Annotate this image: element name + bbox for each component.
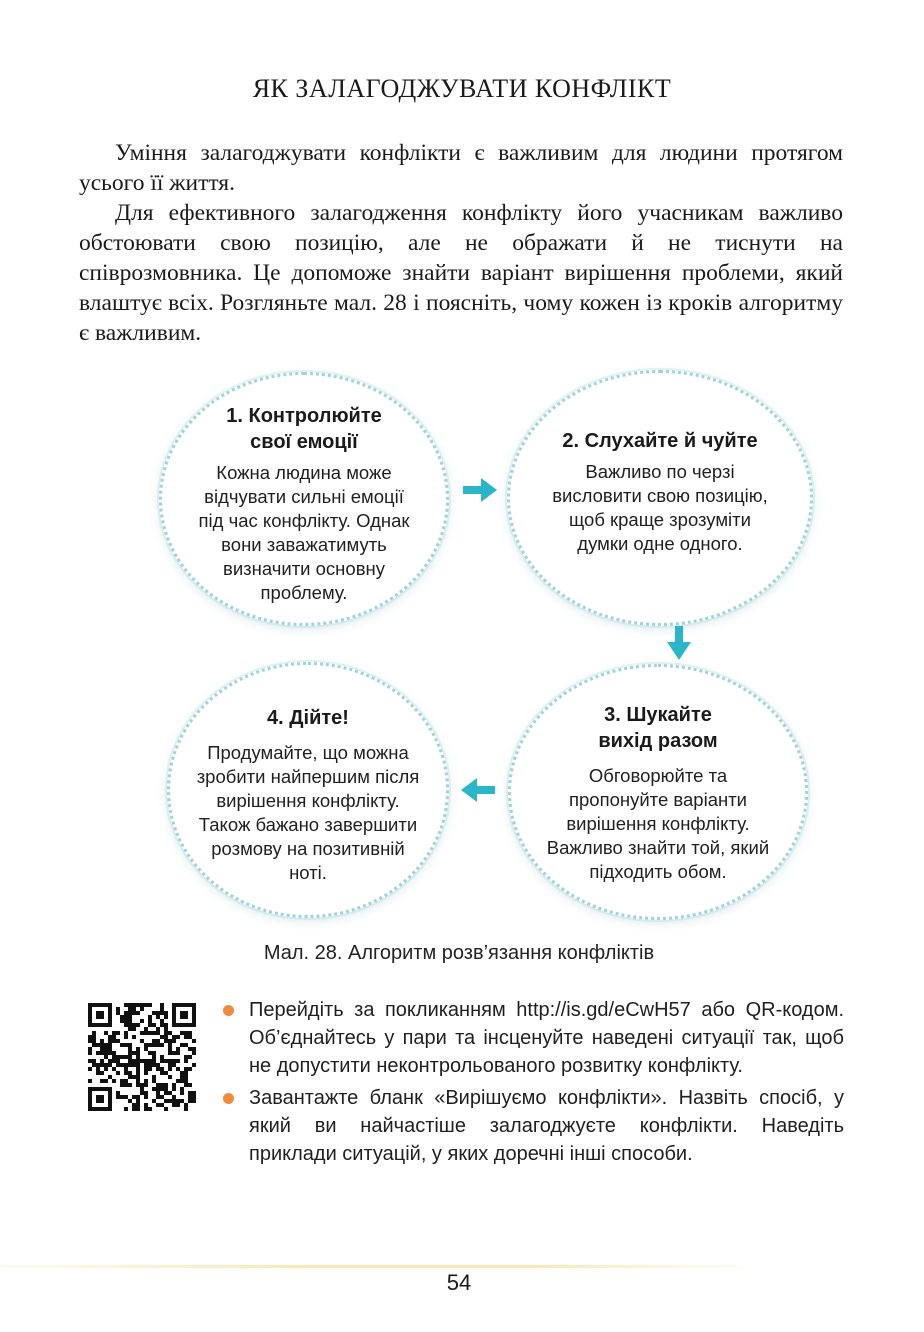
step-3-title: 3. Шукайте вихід разом [598, 704, 718, 752]
step-2-title: 2. Слухайте й чуйте [562, 430, 758, 452]
bullet-icon [223, 1093, 234, 1104]
step-1-title: 1. Контролюйте свої емоції [226, 405, 382, 453]
step-4-circle [167, 662, 449, 918]
step-4-title: 4. Дійте! [267, 707, 349, 729]
footer-divider [0, 1265, 760, 1268]
task-1-text: Перейдіть за покликанням http://is.gd/eCwH57 або QR-кодом. Об’єднайтесь у пари та інсценуйте наведені ситуації так, щоб не допустити неконтрольованого розвитку конфлікту. [249, 999, 844, 1077]
page-title: ЯК ЗАЛАГОДЖУВАТИ КОНФЛІКТ [252, 74, 672, 103]
task-2-text: Завантажте бланк «Вирішуємо конфлікти». Назвіть спосіб, у який ви найчастіше залагоджуєте конфлікти. Наведіть приклади ситуацій, у яких доречні інші способи. [249, 1087, 844, 1165]
bullet-icon [223, 1005, 234, 1016]
figure-caption: Мал. 28. Алгоритм розв’язання конфліктів [263, 942, 655, 964]
list-item [222, 996, 844, 1080]
step-2-text: Важливо по черзі висловити свою позицію, щоб краще зрозуміти думки одне одного. [552, 461, 768, 554]
step-1-circle [159, 372, 449, 626]
paragraph-1: Уміння залагоджувати конфлікти є важливим для людини протягом усього її життя. [79, 140, 843, 196]
step-2-circle [507, 370, 813, 626]
step-4-text: Продумайте, що можна зробити найпершим після вирішення конфлікту. Також бажано завершити розмову на позитивній ноті. [196, 742, 420, 883]
step-1-text: Кожна людина може відчувати сильні емоції під час конфлікту. Однак вони заважатимуть визначити основну проблему. [198, 462, 410, 603]
arrow-left-icon [459, 776, 497, 804]
arrow-right-icon [461, 476, 499, 504]
paragraph-2: Для ефективного залагодження конфлікту його учасникам важливо обстоювати свою позицію, але не ображати й не тиснути на співрозмовника. Це допоможе знайти варіант вирішення проблеми, який влаштує всіх. Розгляньте мал. 28 і поясніть, чому кожен із кроків алгоритму є важливим. [79, 200, 843, 346]
arrow-down-icon [665, 624, 693, 662]
list-item [222, 1084, 844, 1168]
step-3-text: Обговорюйте та пропонуйте варіанти вирішення конфлікту. Важливо знайти той, який підходить обом. [546, 765, 770, 882]
step-3-circle [508, 664, 808, 920]
task-list [222, 996, 844, 1172]
page-number: 54 [446, 1270, 472, 1295]
qr-code-icon[interactable] [88, 1003, 196, 1111]
